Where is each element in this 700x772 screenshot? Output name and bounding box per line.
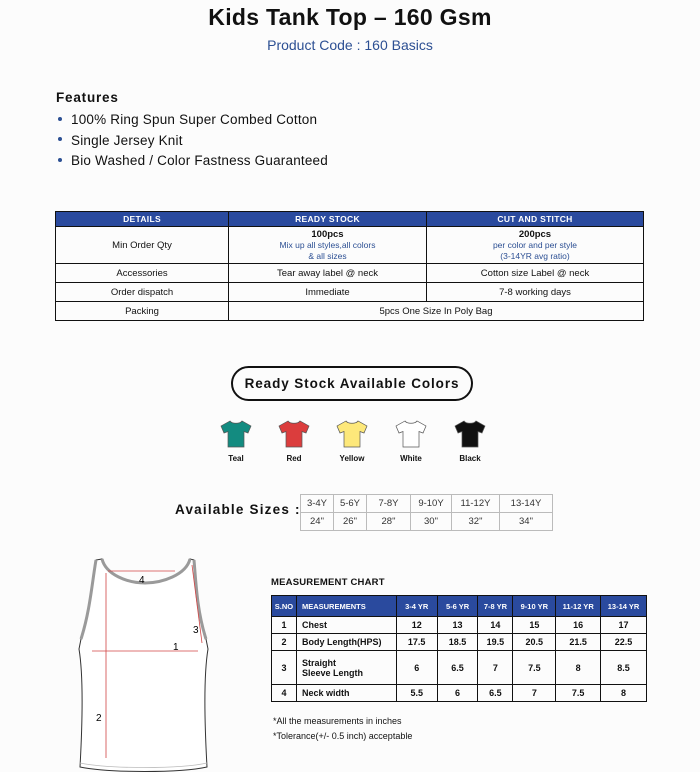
row-number: 2 <box>272 634 297 651</box>
measurement-value: 14 <box>478 617 513 634</box>
ready-qty: 100pcs <box>311 229 344 240</box>
details-header-row <box>56 212 644 227</box>
row-number: 4 <box>272 685 297 702</box>
size-chest: 32" <box>452 513 500 531</box>
details-label: Order dispatch <box>56 283 229 302</box>
details-cell-ready <box>229 227 427 264</box>
measurement-value: 18.5 <box>437 634 478 651</box>
size-age: 11-12Y <box>452 495 500 513</box>
measurement-header: 5-6 YR <box>437 596 478 617</box>
details-row-packing <box>56 302 644 321</box>
color-label: Black <box>459 454 481 463</box>
measurement-value: 15 <box>513 617 556 634</box>
measurement-header-row <box>272 596 647 617</box>
measurement-header: MEASUREMENTS <box>296 596 396 617</box>
row-number: 3 <box>272 651 297 685</box>
measurement-name: Body Length(HPS) <box>296 634 396 651</box>
sizes-chest-row <box>301 513 553 531</box>
size-chest: 26" <box>334 513 367 531</box>
details-label: Packing <box>56 302 229 321</box>
measurement-row <box>272 651 647 685</box>
measurement-value: 5.5 <box>396 685 437 702</box>
measurement-value: 19.5 <box>478 634 513 651</box>
tshirt-icon <box>278 420 310 448</box>
color-label: Red <box>286 454 302 463</box>
measurement-header: 7-8 YR <box>478 596 513 617</box>
measurement-header: 13-14 YR <box>601 596 647 617</box>
note-tolerance: *Tolerance(+/- 0.5 inch) acceptable <box>273 731 413 741</box>
measurement-value: 17.5 <box>396 634 437 651</box>
sizes-label: Available Sizes : <box>175 502 301 517</box>
tshirt-icon <box>395 420 427 448</box>
tshirt-icon <box>454 420 486 448</box>
details-header: DETAILS <box>56 212 229 227</box>
measure-mark-length: 2 <box>96 713 102 724</box>
sizes-age-row <box>301 495 553 513</box>
ready-note: Mix up all styles,all colors <box>279 240 376 250</box>
size-chest: 28" <box>367 513 411 531</box>
bullet-icon <box>58 158 62 162</box>
measure-mark-armhole: 3 <box>193 625 199 636</box>
measurement-value: 16 <box>556 617 601 634</box>
product-code: Product Code : 160 Basics <box>267 37 433 53</box>
details-cell-packing: 5pcs One Size In Poly Bag <box>229 302 644 321</box>
note-inches: *All the measurements in inches <box>273 716 402 726</box>
size-chest: 34" <box>500 513 553 531</box>
details-cell-cut: Cotton size Label @ neck <box>427 264 644 283</box>
measurement-value: 6.5 <box>437 651 478 685</box>
color-label: Yellow <box>339 454 365 463</box>
measurement-value: 22.5 <box>601 634 647 651</box>
color-swatch-teal[interactable] <box>216 420 256 463</box>
feature-item <box>56 131 328 152</box>
measurement-name <box>296 651 396 685</box>
tshirt-icon <box>220 420 252 448</box>
measurement-header: 9-10 YR <box>513 596 556 617</box>
bullet-icon <box>58 137 62 141</box>
size-age: 13-14Y <box>500 495 553 513</box>
details-cell-ready: Immediate <box>229 283 427 302</box>
page-title: Kids Tank Top – 160 Gsm <box>208 4 492 30</box>
measurement-value: 7 <box>513 685 556 702</box>
feature-text: Bio Washed / Color Fastness Guaranteed <box>71 153 328 168</box>
details-row-min-order <box>56 227 644 264</box>
color-label: White <box>400 454 422 463</box>
feature-text: 100% Ring Spun Super Combed Cotton <box>71 112 318 127</box>
measurement-value: 13 <box>437 617 478 634</box>
row-number: 1 <box>272 617 297 634</box>
measurement-row <box>272 634 647 651</box>
measurement-value: 7.5 <box>556 685 601 702</box>
feature-item <box>56 151 328 172</box>
measurement-name: Chest <box>296 617 396 634</box>
measure-mark-neck: 4 <box>139 575 145 586</box>
size-age: 5-6Y <box>334 495 367 513</box>
measurement-name: Neck width <box>296 685 396 702</box>
details-cell-ready: Tear away label @ neck <box>229 264 427 283</box>
measurement-value: 17 <box>601 617 647 634</box>
cut-qty: 200pcs <box>518 229 552 240</box>
sizes-table <box>300 494 553 531</box>
measurement-name-line: Sleeve Length <box>301 667 363 678</box>
ready-note: & all sizes <box>308 251 347 261</box>
measurement-value: 6.5 <box>478 685 513 702</box>
measurement-chart-title: MEASUREMENT CHART <box>271 577 385 588</box>
measurement-value: 6 <box>396 651 437 685</box>
details-label: Min Order Qty <box>56 227 229 264</box>
color-swatch-black[interactable] <box>450 420 490 463</box>
color-label: Teal <box>228 454 244 463</box>
details-row-dispatch <box>56 283 644 302</box>
size-chest: 24" <box>301 513 334 531</box>
details-header: READY STOCK <box>229 212 427 227</box>
color-swatch-yellow[interactable] <box>332 420 372 463</box>
details-header: CUT AND STITCH <box>427 212 644 227</box>
measure-mark-chest: 1 <box>173 642 179 653</box>
tank-top-diagram <box>70 553 220 772</box>
measurement-value: 21.5 <box>556 634 601 651</box>
features-heading: Features <box>56 90 119 105</box>
tshirt-icon <box>336 420 368 448</box>
size-age: 7-8Y <box>367 495 411 513</box>
measurement-value: 6 <box>437 685 478 702</box>
cut-note: per color and per style <box>492 240 578 250</box>
tank-top-outline <box>79 559 208 772</box>
measurement-row <box>272 685 647 702</box>
measurement-header: 11-12 YR <box>556 596 601 617</box>
size-age: 3-4Y <box>301 495 334 513</box>
feature-text: Single Jersey Knit <box>71 132 183 148</box>
measurement-value: 20.5 <box>513 634 556 651</box>
size-chest: 30" <box>411 513 452 531</box>
details-cell-cut <box>427 227 644 264</box>
feature-item <box>56 110 328 131</box>
colors-heading: Ready Stock Available Colors <box>231 366 473 401</box>
measurement-value: 8 <box>601 685 647 702</box>
measurement-table <box>271 595 647 702</box>
measurement-value: 8.5 <box>601 651 647 685</box>
size-age: 9-10Y <box>411 495 452 513</box>
cut-note: (3-14YR avg ratio) <box>500 251 570 261</box>
measurement-value: 12 <box>396 617 437 634</box>
details-label: Accessories <box>56 264 229 283</box>
color-swatch-red[interactable] <box>274 420 314 463</box>
details-row-accessories <box>56 264 644 283</box>
measurement-row <box>272 617 647 634</box>
measurement-header: S.NO <box>272 596 297 617</box>
details-cell-cut: 7-8 working days <box>427 283 644 302</box>
bullet-icon <box>58 117 62 121</box>
color-swatch-white[interactable] <box>391 420 431 463</box>
measurement-value: 8 <box>556 651 601 685</box>
measurement-name-line: Straight <box>301 657 336 668</box>
measurement-value: 7 <box>478 651 513 685</box>
measurement-header: 3-4 YR <box>396 596 437 617</box>
details-table <box>55 211 644 321</box>
features-list <box>56 110 328 172</box>
measurement-value: 7.5 <box>513 651 556 685</box>
